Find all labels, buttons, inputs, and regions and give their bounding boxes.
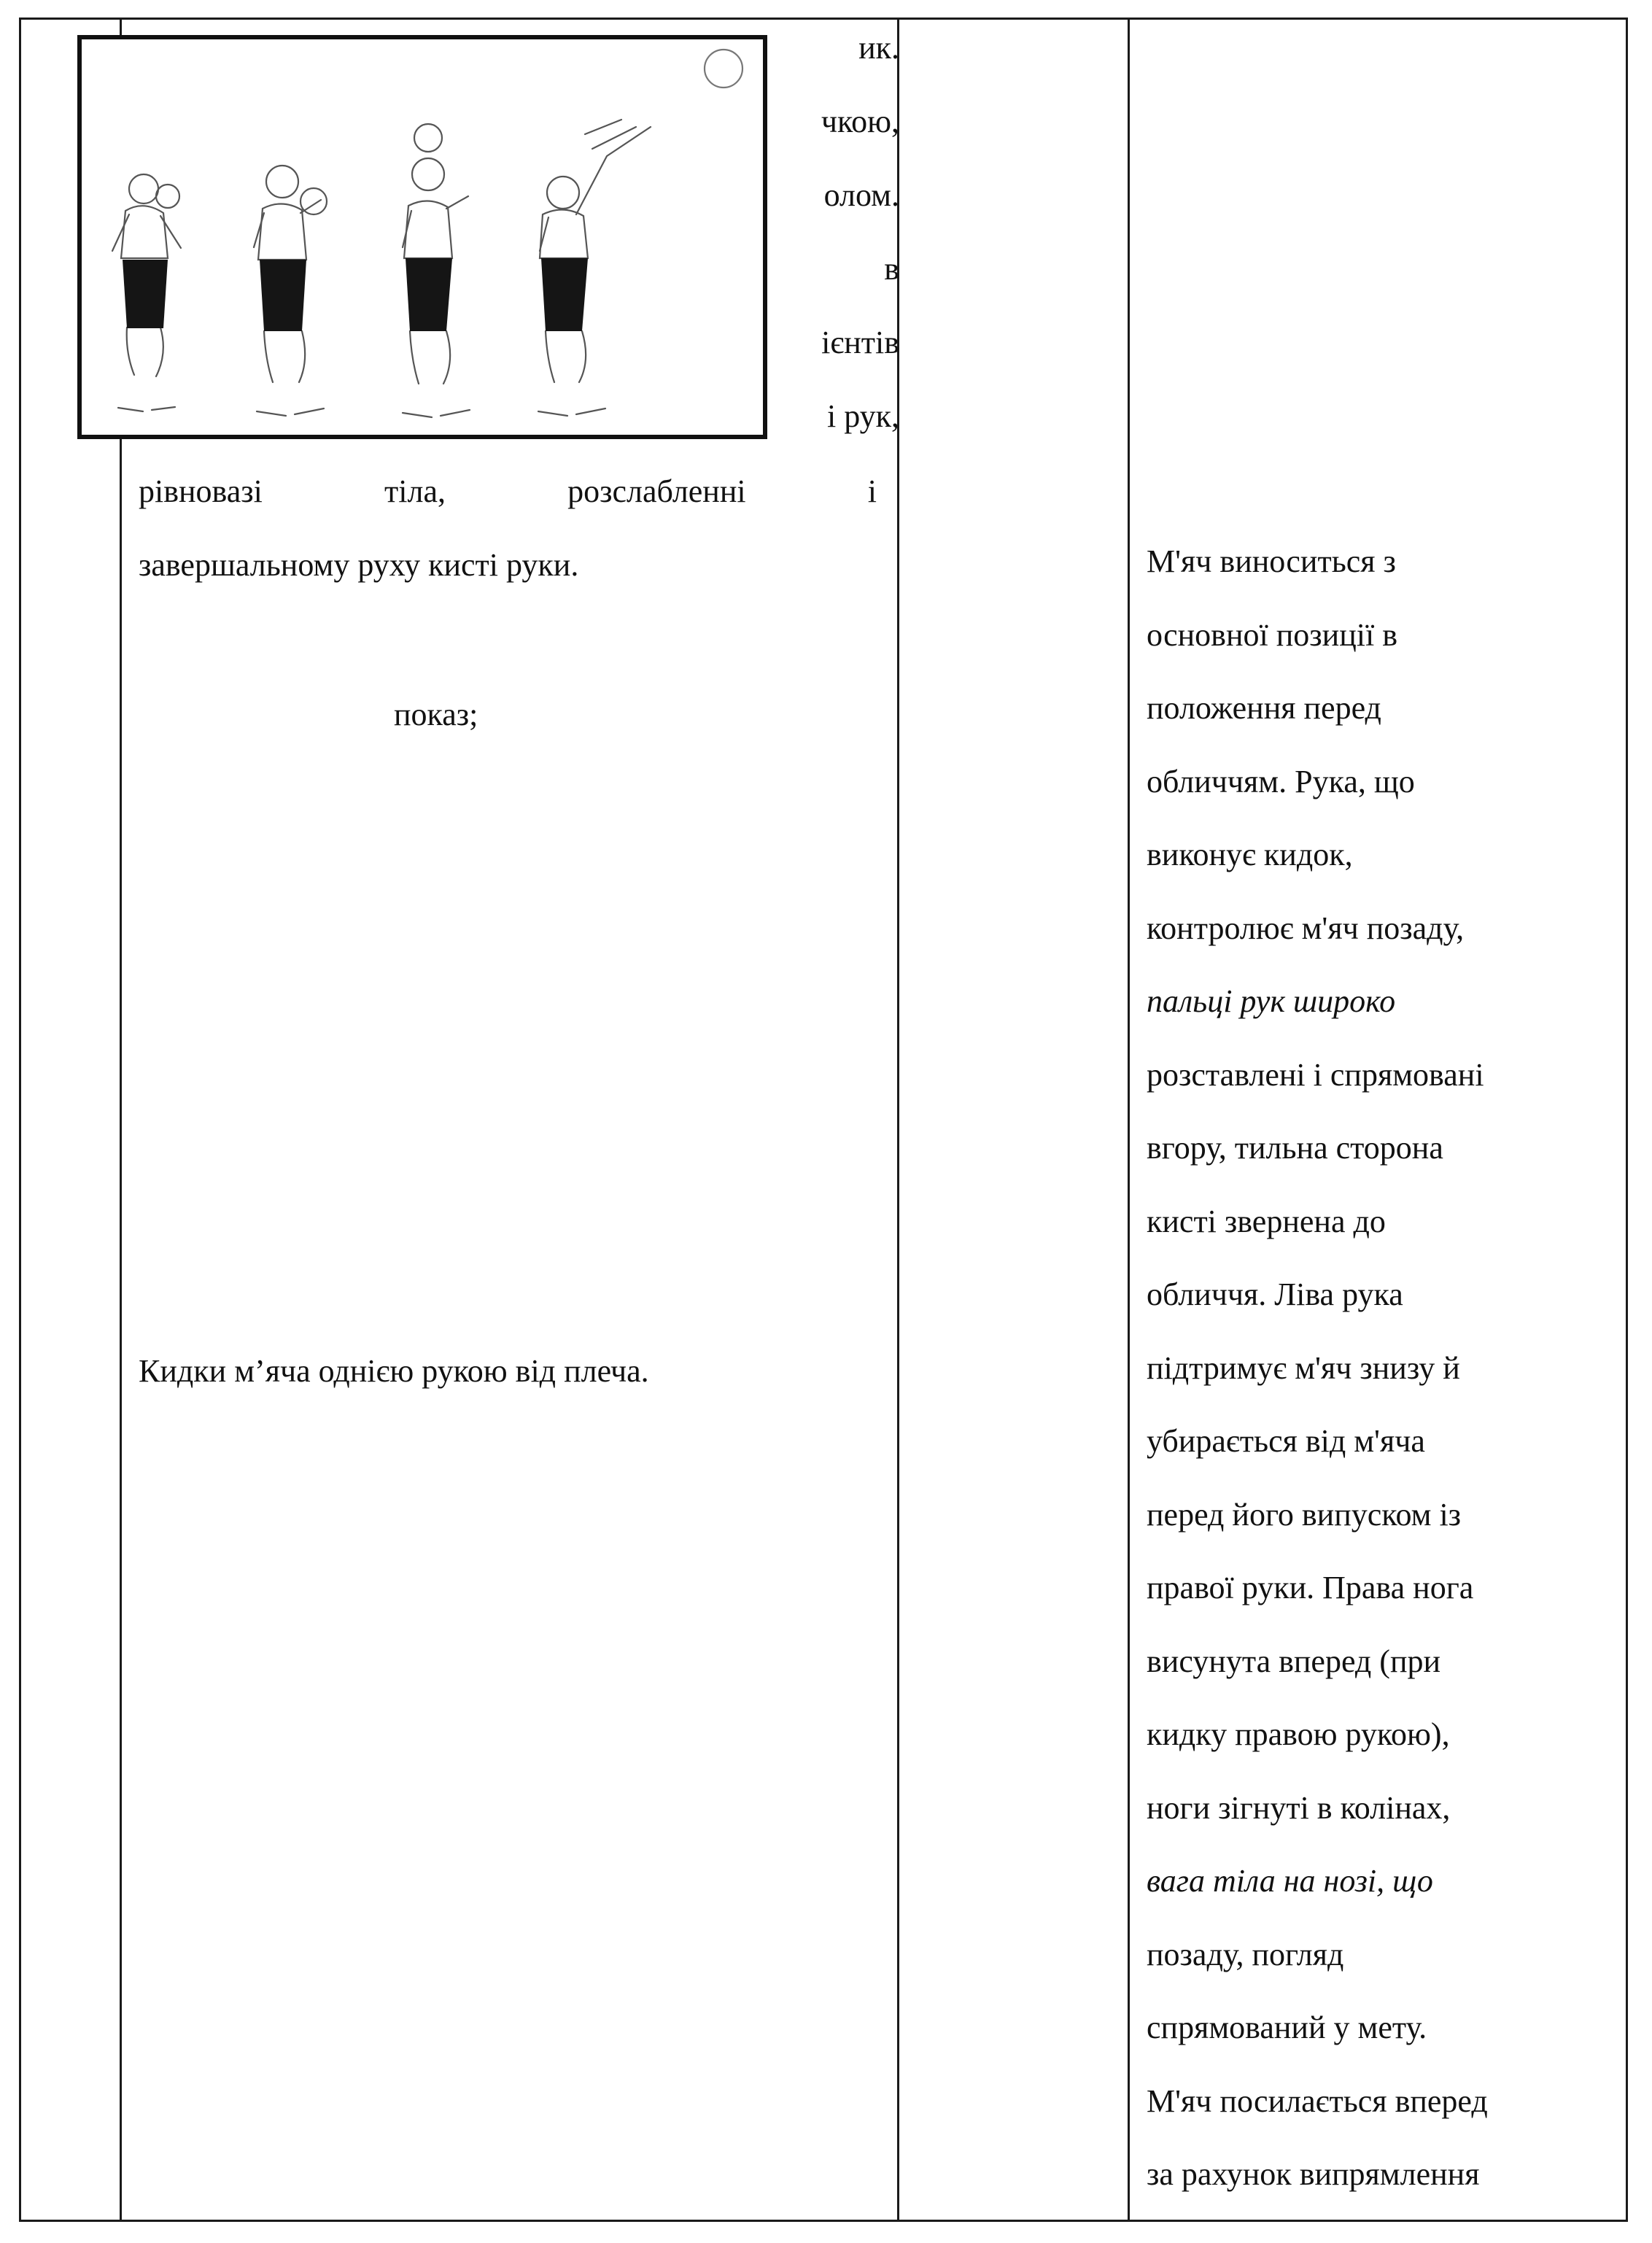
description-line-19: вага тіла на нозі, що — [1147, 1863, 1433, 1899]
players-sketch — [82, 39, 763, 435]
player-4-shirt — [541, 258, 588, 331]
justified-text-line — [139, 455, 877, 528]
description-line-14: перед його випуском із — [1147, 1496, 1462, 1533]
description-line-9: вгору, тильна сторона — [1147, 1130, 1443, 1166]
description-line-12: підтримує м'яч знизу й — [1147, 1349, 1460, 1386]
text-fragment-1: ик. — [858, 30, 899, 66]
word-4: і — [867, 473, 877, 509]
technique-description — [1147, 525, 1613, 2212]
player-2-shirt — [260, 260, 306, 331]
description-line-18: ноги зігнуті в колінах, — [1147, 1789, 1451, 1826]
table-left-border — [19, 18, 21, 2222]
description-line-23: за рахунок випрямлення — [1147, 2156, 1480, 2192]
player-1-shirt — [123, 260, 168, 328]
table-right-border — [1626, 18, 1628, 2222]
description-line-8: розставлені і спрямовані — [1147, 1056, 1484, 1093]
description-line-20: позаду, погляд — [1147, 1936, 1344, 1972]
show-label: показ; — [394, 697, 478, 732]
word-1: рівновазі — [139, 473, 263, 509]
description-line-22: М'яч посилається вперед — [1147, 2083, 1488, 2119]
text-fragment-3: олом. — [823, 177, 899, 213]
description-line-15: правої руки. Права нога — [1147, 1570, 1474, 1605]
text-fragment-2: чкою, — [821, 104, 899, 139]
text-fragment-6: і рук, — [826, 398, 899, 434]
throw-sequence-illustration — [77, 35, 767, 439]
description-line-2: основної позиції в — [1147, 616, 1397, 653]
section-title: Кидки м’яча однією рукою від плеча. — [139, 1353, 649, 1389]
table-bottom-border — [19, 2220, 1628, 2222]
description-line-1: М'яч виноситься з — [1147, 543, 1396, 579]
description-line-11: обличчя. Ліва рука — [1147, 1277, 1403, 1312]
word-3: розслабленні — [567, 473, 746, 509]
description-line-4: обличчям. Рука, що — [1147, 763, 1415, 799]
text-fragment-5: ієнтів — [821, 325, 899, 360]
description-line-6: контролює м'яч позаду, — [1147, 910, 1465, 946]
description-line-7: пальці рук широко — [1147, 983, 1396, 1019]
description-line-17: кидку правою рукою), — [1147, 1716, 1450, 1752]
table-col-divider-3 — [1128, 18, 1130, 2222]
description-line-10: кисті звернена до — [1147, 1203, 1386, 1239]
description-line-13: убирається від м'яча — [1147, 1423, 1425, 1459]
description-line-3: положення перед — [1147, 690, 1381, 726]
ball-icon — [705, 50, 742, 88]
word-2: тіла, — [384, 473, 446, 509]
description-line-21: спрямований у мету. — [1147, 2010, 1427, 2045]
table-top-border — [19, 18, 1628, 20]
sentence-ending: завершальному руху кисті руки. — [139, 547, 579, 583]
player-3-shirt — [406, 258, 452, 331]
description-line-5: виконує кидок, — [1147, 837, 1353, 872]
description-line-16: висунута вперед (при — [1147, 1643, 1441, 1679]
text-fragment-4: в — [884, 251, 899, 287]
